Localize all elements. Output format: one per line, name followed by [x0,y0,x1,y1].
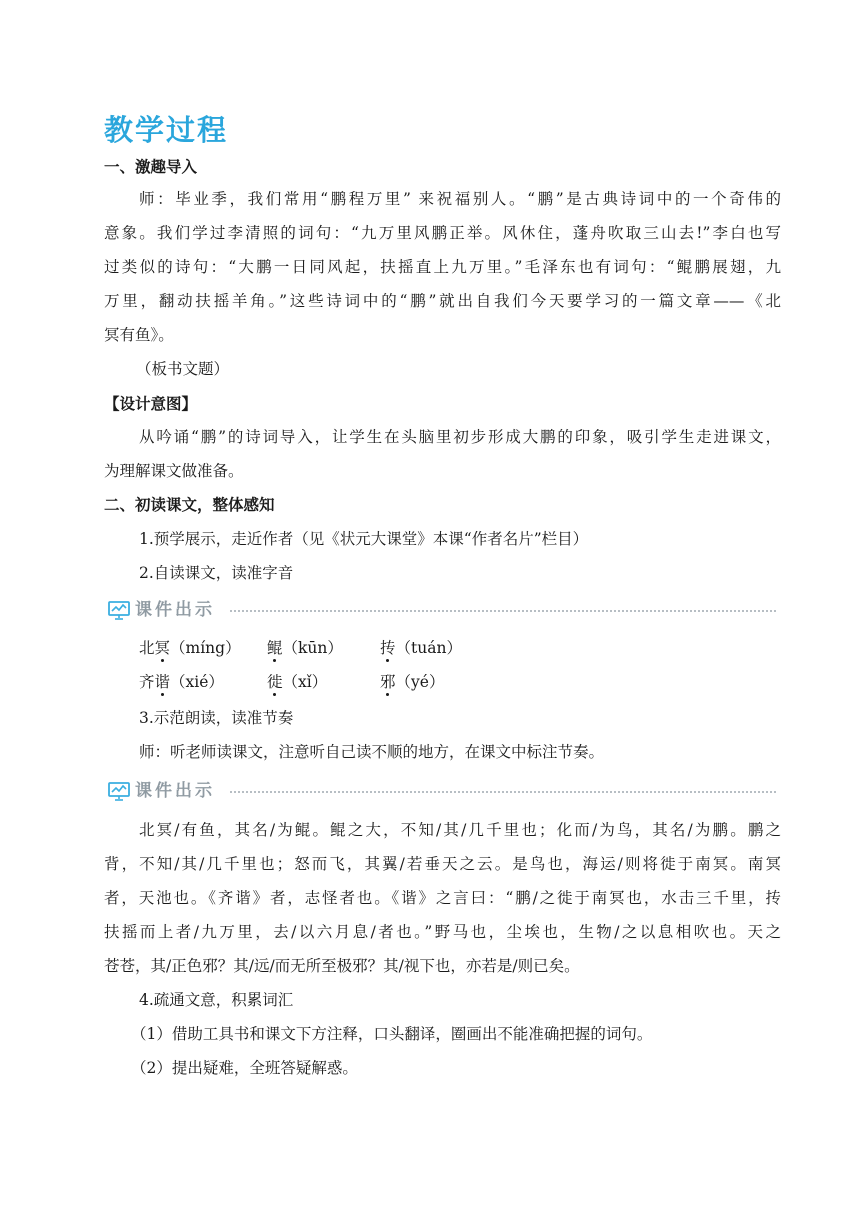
pinyin-prefix: 北 [139,639,155,657]
pinyin-char: 谐 [154,673,171,691]
passage-line: 扶摇而上者/九万里，去/以六月息/者也。”野马也，尘埃也，生物/之以息相吹也。天之 [104,923,781,941]
design-intent-heading: 【设计意图】 [104,395,198,413]
intro-paragraph-line: 冥有鱼》。 [104,326,174,344]
pinyin-item [267,672,327,692]
page-title: 教学过程 [104,113,229,147]
step-4-sub-2: （2）提出疑难，全班答疑解惑。 [131,1059,358,1077]
step-3-text: 师：听老师读课文，注意听自己读不顺的地方，在课文中标注节奏。 [139,743,605,761]
presentation-icon [108,600,130,620]
pinyin-char: 冥 [154,639,171,657]
pinyin-reading: （tuán） [395,639,462,657]
pinyin-char: 抟 [380,639,396,657]
step-3: 3.示范朗读，读准节奏 [139,709,294,727]
step-1: 1.预学展示，走近作者（见《状元大课堂》本课“作者名片”栏目） [139,530,589,548]
intro-paragraph-line: 过类似的诗句：“大鹏一日同风起，扶摇直上九万里。”毛泽东也有词句：“鲲鹏展翅，九 [104,258,781,276]
design-intent-line: 为理解课文做准备。 [104,462,244,480]
step-4-sub-1: （1）借助工具书和课文下方注释，口头翻译，圈画出不能准确把握的词句。 [131,1025,653,1043]
board-note: （板书文题） [136,360,230,378]
section-heading-intro: 一、激趣导入 [104,158,198,176]
design-intent-line: 从吟诵“鹏”的诗词导入，让学生在头脑里初步形成大鹏的印象，吸引学生走进课文， [139,428,781,446]
pinyin-reading: （xǐ） [282,673,328,691]
pinyin-item [380,638,462,658]
pinyin-reading: （yé） [395,673,445,691]
passage-line: 苍苍，其/正色邪？其/远/而无所至极邪？其/视下也，亦若是/则已矣。 [104,957,580,975]
pinyin-char: 鲲 [267,639,283,657]
courseware-label: 课件出示 [135,600,215,620]
section-heading-first-reading: 二、初读课文，整体感知 [104,496,275,514]
passage-line: 北冥/有鱼，其名/为鲲。鲲之大，不知/其/几千里也；化而/为鸟，其名/为鹏。鹏之 [139,821,781,839]
dotted-divider [230,791,776,793]
step-4: 4.疏通文意，积累词汇 [139,991,294,1009]
passage-line: 背，不知/其/几千里也；怒而飞，其翼/若垂天之云。是鸟也，海运/则将徙于南冥。南冥 [104,855,781,873]
presentation-icon [108,781,130,801]
intro-paragraph-line: 万里，翻动扶摇羊角。”这些诗词中的“鹏”就出自我们今天要学习的一篇文章——《北 [104,292,781,310]
pinyin-char: 徙 [267,673,283,691]
pinyin-item [139,672,224,692]
step-2: 2.自读课文，读准字音 [139,564,294,582]
intro-paragraph-line: 意象。我们学过李清照的词句：“九万里风鹏正举。风休住，蓬舟吹取三山去!”李白也写 [104,224,781,242]
courseware-banner [108,598,776,622]
pinyin-reading: （xié） [170,673,224,691]
pinyin-reading: （kūn） [282,639,343,657]
pinyin-item [380,672,444,692]
pinyin-item [267,638,343,658]
intro-paragraph-line: 师：毕业季，我们常用“鹏程万里” 来祝福别人。“鹏”是古典诗词中的一个奇伟的 [139,190,781,208]
pinyin-reading: （míng） [170,639,241,657]
passage-line: 者，天池也。《齐谐》者，志怪者也。《谐》之言曰：“鹏/之徙于南冥也，水击三千里，抟 [104,889,781,907]
dotted-divider [230,610,776,612]
pinyin-prefix: 齐 [139,673,155,691]
pinyin-item [139,638,241,658]
pinyin-char: 邪 [380,673,396,691]
courseware-banner [108,779,776,803]
courseware-label: 课件出示 [135,781,215,801]
